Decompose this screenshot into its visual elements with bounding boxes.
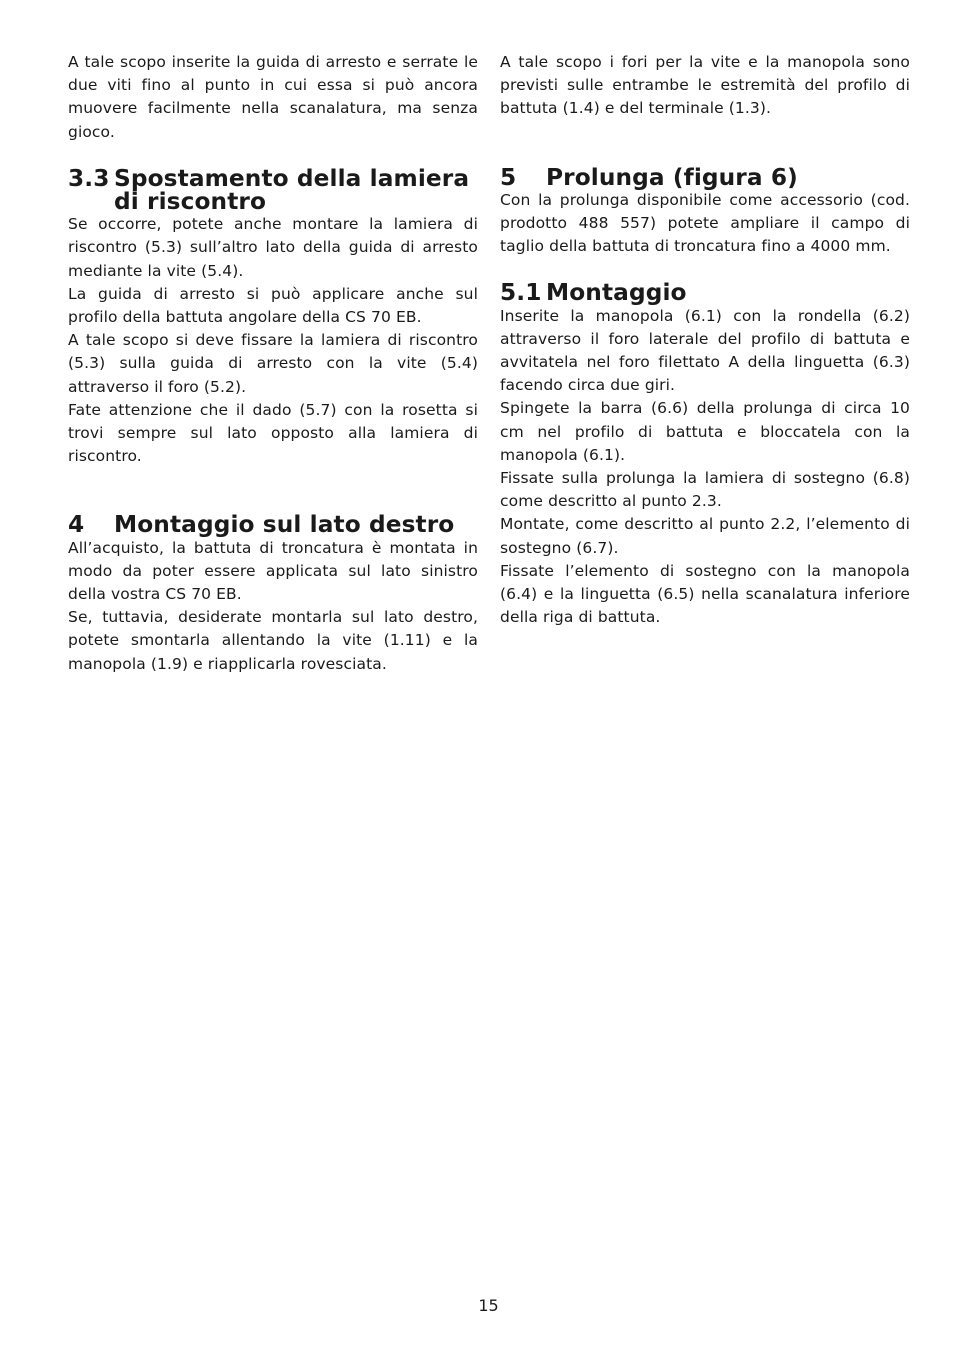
paragraph: Se occorre, potete anche montare la lamiera di riscontro (5.3) sull’altro lato della guida di arresto mediante la vite (5.4). xyxy=(68,215,478,280)
section-title: Montaggio xyxy=(546,279,687,307)
paragraph: Spingete la barra (6.6) della prolunga di circa 10 cm nel profilo di battuta e bloccatela con la manopola (6.1). xyxy=(500,399,910,464)
section-heading xyxy=(68,511,478,539)
section-number: 4 xyxy=(68,511,85,539)
paragraph: All’acquisto, la battuta di troncatura è montata in modo da poter essere applicata sul lato sinistro della vostra CS 70 EB. xyxy=(68,538,478,604)
section-3-3 xyxy=(68,164,478,469)
paragraph: A tale scopo si deve fissare la lamiera di riscontro (5.3) sulla guida di arresto con la vite (5.4) attraverso il foro (5.2). xyxy=(68,331,478,396)
paragraph: La guida di arresto si può applicare anche sul profilo della battuta angolare della CS 70 EB. xyxy=(68,284,478,327)
paragraph: Fate attenzione che il dado (5.7) con la rosetta si trovi sempre sul lato opposto alla lamiera di riscontro. xyxy=(68,400,478,466)
paragraph: Se, tuttavia, desiderate montarla sul lato destro, potete smontarla allentando la vite (1.11) e la manopola (1.9) e riapplicarla rovesciata. xyxy=(68,608,478,673)
section-title: Prolunga (figura 6) xyxy=(546,163,798,191)
section-title: Montaggio sul lato destro xyxy=(114,511,455,539)
section-number: 5 xyxy=(500,163,517,191)
section-number: 3.3 xyxy=(68,164,110,192)
right-column xyxy=(500,51,910,629)
paragraph: Montate, come descritto al punto 2.2, l’elemento di sostegno (6.7). xyxy=(500,515,910,557)
page-number: 15 xyxy=(478,1296,499,1315)
section-number: 5.1 xyxy=(500,279,542,307)
paragraph: Fissate sulla prolunga la lamiera di sostegno (6.8) come descritto al punto 2.3. xyxy=(500,469,910,511)
section-heading xyxy=(68,164,478,216)
paragraph: Fissate l’elemento di sostegno con la manopola (6.4) e la linguetta (6.5) nella scanalatura inferiore della riga di battuta. xyxy=(500,561,910,627)
left-intro-paragraph: A tale scopo inserite la guida di arresto e serrate le due viti fino al punto in cui essa si può ancora muovere facilmente nella scanalatura, ma senza gioco. xyxy=(68,53,478,141)
left-column xyxy=(68,51,478,676)
paragraph: Inserite la manopola (6.1) con la rondella (6.2) attraverso il foro laterale del profilo di battuta e avvitatela nel foro filettato A della linguetta (6.3) facendo circa due giri. xyxy=(500,306,910,395)
section-5 xyxy=(500,163,910,259)
section-4 xyxy=(68,513,478,675)
section-title: Spostamento della lamiera di riscontro xyxy=(114,164,470,216)
right-intro-paragraph: A tale scopo i fori per la vite e la manopola sono previsti sulle entrambe le estremità del profilo di battuta (1.4) e del terminale (1.3). xyxy=(500,53,910,118)
section-heading xyxy=(500,279,910,307)
paragraph: Con la prolunga disponibile come accessorio (cod. prodotto 488 557) potete ampliare il campo di taglio della battuta di troncatura fino a 4000 mm. xyxy=(500,190,910,256)
section-heading xyxy=(500,163,910,191)
section-5-1 xyxy=(500,281,910,629)
